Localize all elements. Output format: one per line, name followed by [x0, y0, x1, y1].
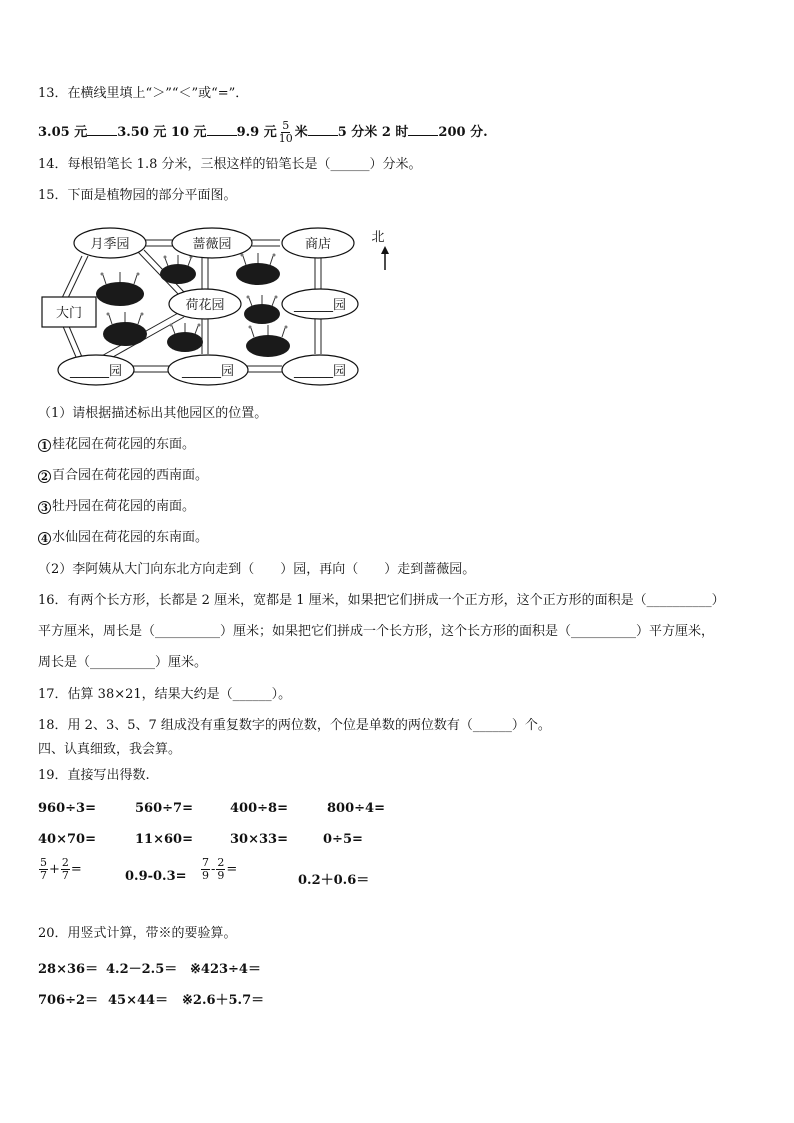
q17-text: 17．估算 38×21，结果大约是（______）。	[38, 687, 292, 702]
q15-item-3: 3 牡丹园在荷花园的南面。	[38, 499, 195, 515]
q19-r2-c1: 40×70=	[38, 832, 96, 847]
section4-heading: 四、认真细致，我会算。	[38, 742, 182, 757]
q13-b-left: 10 元	[170, 125, 207, 140]
node-blank-right[interactable]: ______园	[293, 298, 347, 313]
node-blank-bottom-left[interactable]: ______园	[69, 364, 123, 379]
node-shop: 商店	[304, 237, 332, 252]
q13-compare-row	[38, 120, 488, 145]
q20-title: 20．用竖式计算，带※的要验算。	[38, 926, 237, 941]
q13-blank-b[interactable]	[207, 124, 237, 136]
q13-blank-d[interactable]	[408, 124, 438, 136]
q19-r2-c3: 30×33=	[230, 832, 288, 847]
q20-r1-c1: 28×36＝	[38, 962, 99, 977]
q19-r3-c4: 0.2＋0.6＝	[298, 873, 370, 888]
q19-r2-c2: 11×60=	[135, 832, 193, 847]
node-blank-bottom-right[interactable]: ______园	[293, 364, 347, 379]
q13-a-left: 3.05 元	[38, 125, 88, 140]
q15-sub1: （1）请根据描述标出其他园区的位置。	[38, 406, 268, 421]
node-yueji: 月季园	[90, 237, 130, 252]
q19-r1-c2: 560÷7=	[135, 801, 193, 816]
q16-line1: 16．有两个长方形，长都是 2 厘米，宽都是 1 厘米，如果把它们拼成一个正方形，这个正方形的面积是（__________）	[38, 593, 725, 608]
garden-map	[40, 222, 385, 394]
q16-line3: 周长是（__________）厘米。	[38, 655, 208, 670]
q14-text: 14．每根铅笔长 1.8 分米，三根这样的铅笔长是（______）分米。	[38, 157, 422, 172]
q13-c-right: 5 分米	[337, 125, 378, 140]
north-arrow-icon	[381, 246, 389, 270]
q20-r1-c2: 4.2－2.5＝	[106, 962, 178, 977]
q19-r1-c3: 400÷8=	[230, 801, 288, 816]
q18-text: 18．用 2、3、5、7 组成没有重复数字的两位数，个位是单数的两位数有（______）个。	[38, 718, 551, 733]
node-qiangwei: 蔷薇园	[192, 237, 232, 252]
q19-r2-c4: 0÷5=	[323, 832, 363, 847]
q15-item-2: 2 百合园在荷花园的西南面。	[38, 468, 208, 484]
q19-r1-c4: 800÷4=	[327, 801, 385, 816]
q19-r3-frac-add: $\frac{5}{7}$ + $\frac{2}{7}$ =	[40, 856, 82, 882]
q15-item-4: 4 水仙园在荷花园的东南面。	[38, 530, 208, 546]
q20-r2-c1: 706÷2＝	[38, 993, 99, 1008]
q13-blank-c[interactable]	[308, 124, 338, 136]
q13-fraction: $\frac{5}{10}$	[278, 119, 293, 145]
q19-title: 19．直接写出得数.	[38, 768, 150, 783]
q13-d-left: 2 时	[381, 125, 409, 140]
q20-r1-c3: ※423÷4＝	[190, 962, 261, 977]
north-label: 北	[371, 230, 385, 245]
q13-blank-a[interactable]	[87, 124, 117, 136]
node-blank-bottom-middle[interactable]: ______园	[181, 364, 235, 379]
q13-c-unit: 米	[294, 125, 308, 140]
node-gate: 大门	[55, 306, 83, 321]
q16-line2: 平方厘米，周长是（__________）厘米；如果把它们拼成一个长方形，这个长方形的面积是（__________）平方厘米，	[38, 624, 715, 639]
q15-item-1: 1 桂花园在荷花园的东面。	[38, 437, 195, 453]
node-hehua: 荷花园	[185, 298, 225, 313]
q15-title: 15．下面是植物园的部分平面图。	[38, 188, 237, 203]
q19-r3-c2: 0.9-0.3=	[125, 869, 187, 884]
q15-sub2: （2）李阿姨从大门向东北方向走到（ ）园，再向（ ）走到蔷薇园。	[38, 562, 476, 577]
q20-r2-c3: ※2.6＋5.7＝	[182, 993, 265, 1008]
q13-b-right: 9.9 元	[236, 125, 277, 140]
q20-r2-c2: 45×44＝	[108, 993, 169, 1008]
q13-d-right: 200 分.	[438, 125, 488, 140]
q13-a-right: 3.50 元	[117, 125, 167, 140]
q19-r3-frac-sub: $\frac{7}{9}$ - $\frac{2}{9}$ =	[202, 856, 238, 882]
q19-r1-c1: 960÷3=	[38, 801, 96, 816]
q13-title: 13．在横线里填上“＞”“＜”或“=”．	[38, 86, 249, 101]
